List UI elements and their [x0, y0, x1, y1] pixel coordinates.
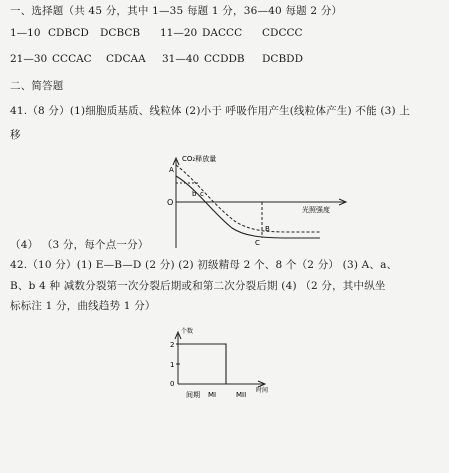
section1-heading: 一、选择题（共 45 分，其中 1—35 每题 1 分，36—40 每题 2 分） [10, 5, 343, 17]
q42-text: （10 分）(1) E—B—D (2 分) (2) 初级精母 2 个、8 个（2 分） (3) A、a、 [27, 259, 398, 271]
q42-line1 [10, 258, 397, 272]
graph2-ylabel: 个数 [181, 328, 194, 335]
graph1-point-A: A [169, 166, 174, 174]
answer-range: 31—40 [162, 53, 200, 65]
answer-group: CCCAC [52, 53, 92, 65]
graph2-stage1: 间期 [186, 391, 200, 399]
graph1-point-B: B [265, 225, 270, 233]
answer-range: 11—20 [160, 27, 198, 39]
question-number: 42. [10, 259, 28, 271]
section2-heading: 二、简答题 [10, 80, 64, 92]
q41-line4: （4） （3 分，每个点一分） [10, 239, 149, 251]
graph1-ylabel: CO₂释放量 [182, 155, 217, 163]
answer-group: DCBDD [262, 53, 304, 65]
answer-group: CDCCC [262, 27, 303, 39]
answer-range: 1—10 [10, 27, 41, 39]
graph2-tick-1: 1 [170, 361, 175, 369]
solid-curve [176, 176, 320, 238]
graph1-xlabel: 光照强度 [302, 206, 330, 214]
answer-group: CDCAA [106, 53, 146, 65]
graph1-point-b: b [192, 190, 197, 198]
graph1-point-c: c [200, 190, 204, 198]
q41-line2: 移 [10, 129, 21, 141]
q41-text: （8 分）(1)细胞质基质、线粒体 (2)小于 呼吸作用产生(线粒体产生) 不能 (3) 上 [27, 105, 411, 117]
answer-group: DCBCB [100, 27, 141, 39]
answer-group: CDBCD [48, 27, 89, 39]
graph2-tick-0: 0 [170, 380, 175, 388]
graph2-xlabel: 时间 [256, 387, 269, 394]
answer-group: CCDDB [204, 53, 245, 65]
q42-line3: 标标注 1 分，曲线趋势 1 分） [10, 300, 156, 312]
graph2-line [178, 344, 226, 384]
graph1-origin: O [167, 198, 174, 207]
answer-range: 21—30 [10, 53, 48, 65]
answer-group: DACCC [202, 27, 243, 39]
graph2-stage3: MII [236, 391, 247, 399]
graph2-stage2: MI [208, 391, 217, 399]
q42-line2: B、b 4 种 减数分裂第一次分裂后期或和第二次分裂后期 (4) （2 分，其中纵坐 [10, 280, 386, 292]
graph1-point-C: C [255, 239, 260, 247]
graph2-tick-2: 2 [170, 341, 175, 349]
question-number: 41. [10, 105, 28, 117]
dashed-curve [176, 165, 320, 232]
